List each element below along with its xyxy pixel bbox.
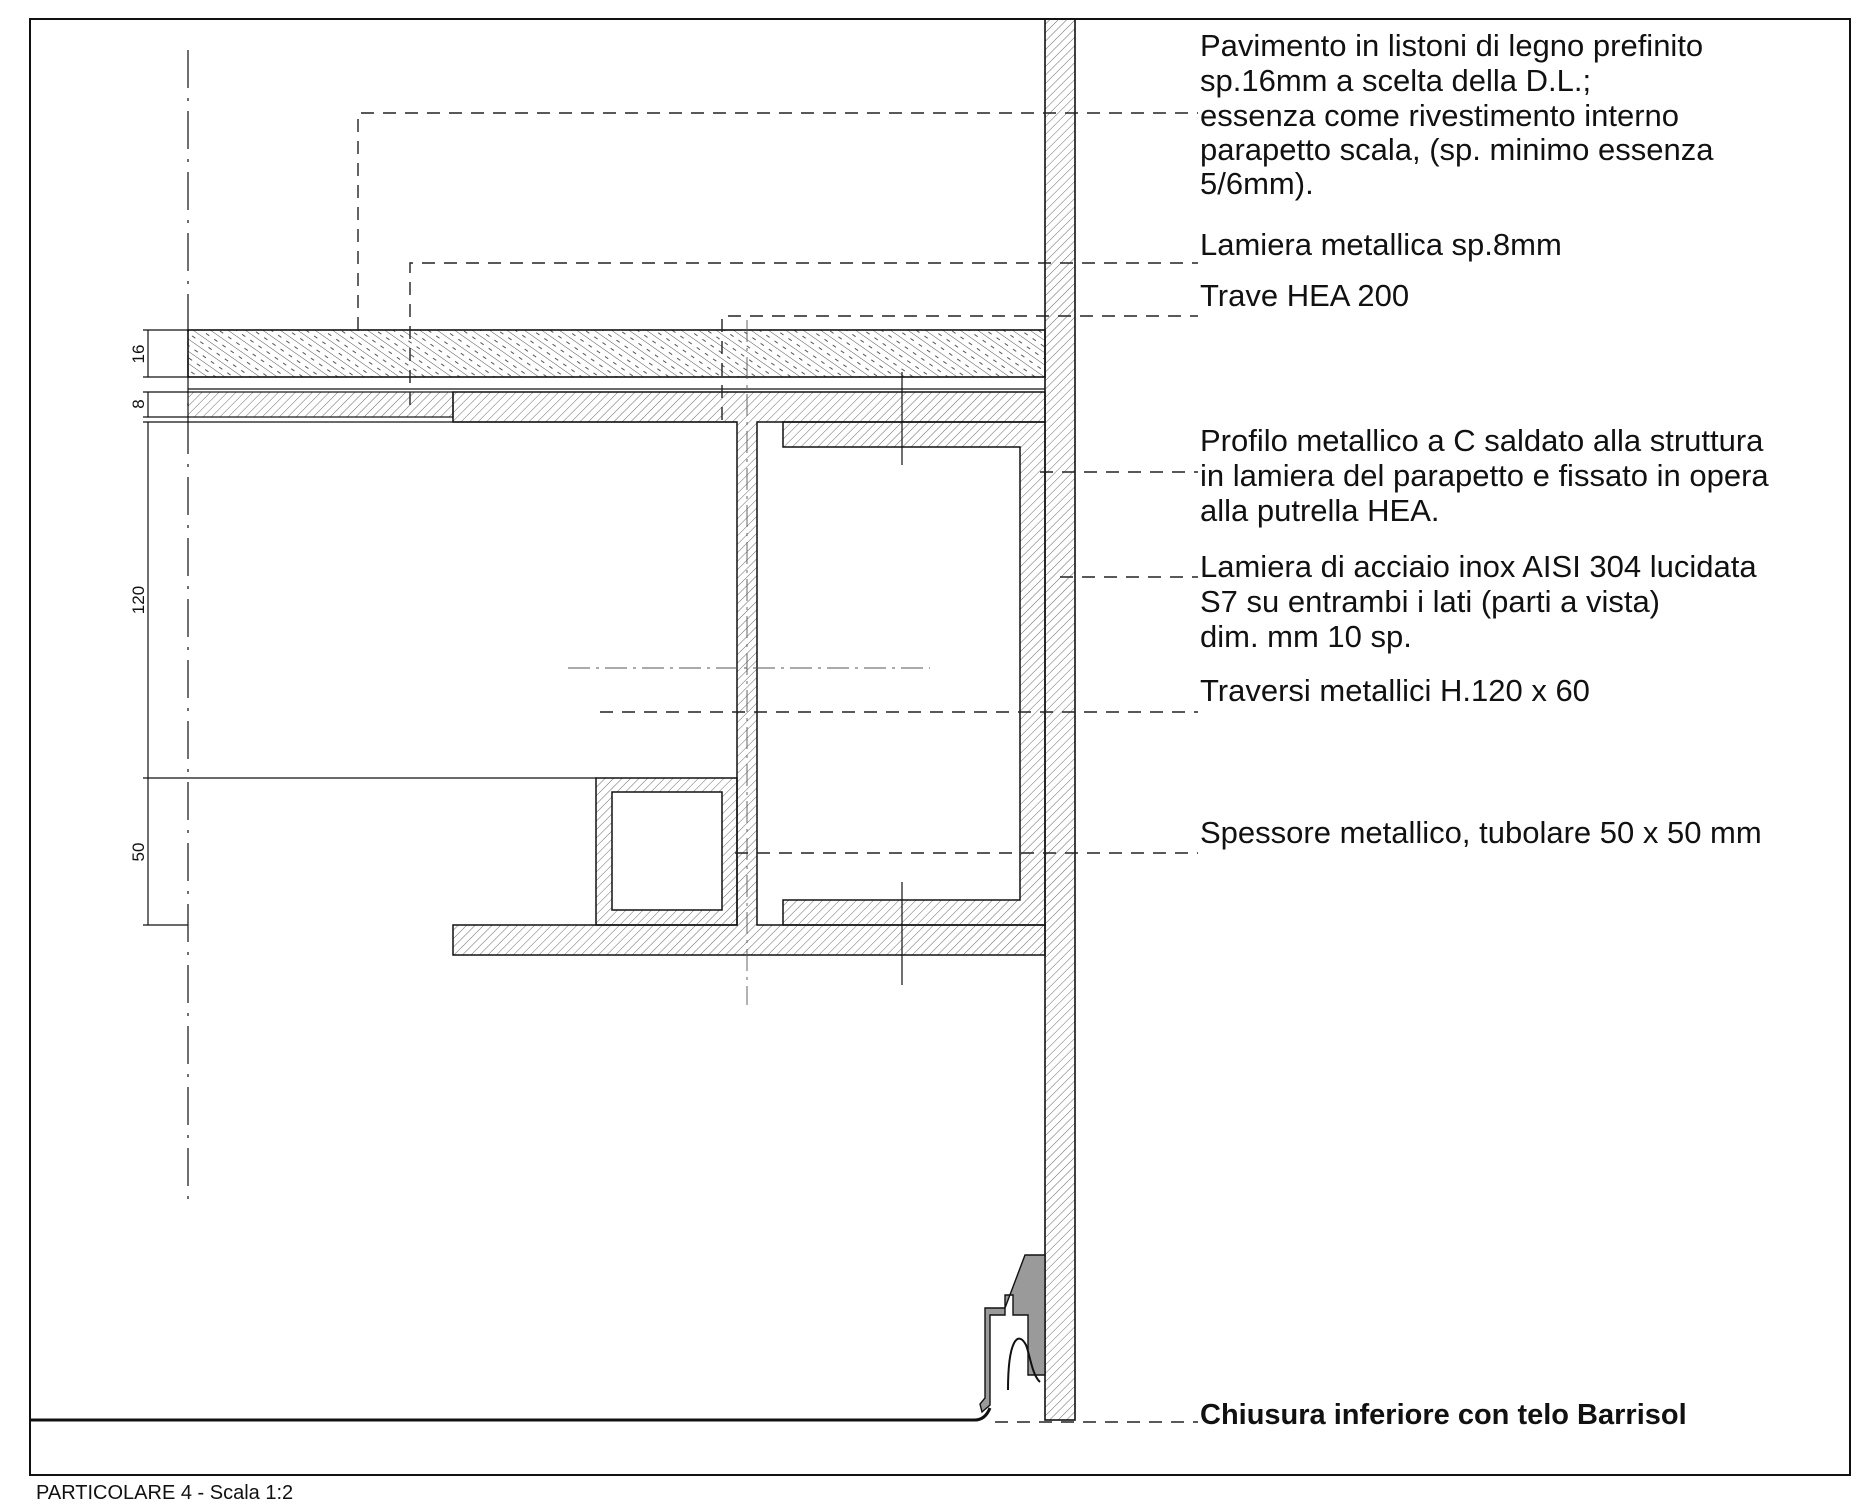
dim-50: 50 [129, 842, 148, 862]
label-pavimento: Pavimento in listoni di legno prefinito sp.16mm a scelta della D.L.; essenza come rivestimento interno parapetto scala, (sp. minimo essenza 5/6mm). [1200, 28, 1714, 201]
label-spessore: Spessore metallico, tubolare 50 x 50 mm [1200, 815, 1762, 850]
drawing-caption: PARTICOLARE 4 - Scala 1:2 [36, 1482, 294, 1504]
dimension-lines [143, 330, 188, 925]
label-traversi: Traversi metallici H.120 x 60 [1200, 673, 1590, 708]
label-trave: Trave HEA 200 [1200, 278, 1410, 313]
barrisol-membrane [30, 1408, 990, 1420]
label-barrisol: Chiusura inferiore con telo Barrisol [1200, 1399, 1687, 1431]
barrisol-clip-profile [980, 1255, 1045, 1412]
dim-16: 16 [129, 344, 148, 364]
dim-8: 8 [129, 399, 148, 409]
label-inox: Lamiera di acciaio inox AISI 304 lucidata S7 su entrambi i lati (parti a vista) dim. mm 10 sp. [1200, 549, 1757, 654]
label-lamiera: Lamiera metallica sp.8mm [1200, 227, 1562, 262]
inox-parapet-plate [1045, 19, 1075, 1420]
label-profilo: Profilo metallico a C saldato alla struttura in lamiera del parapetto e fissato in opera alla putrella HEA. [1200, 423, 1769, 528]
metal-sheet-8mm [188, 392, 453, 417]
tubular-50x50 [596, 778, 737, 925]
wood-floor-layer [188, 330, 1045, 377]
dim-120: 120 [129, 585, 148, 615]
hea-beam [453, 392, 1045, 955]
c-profile [783, 422, 1045, 925]
drawing-frame [30, 19, 1850, 1475]
